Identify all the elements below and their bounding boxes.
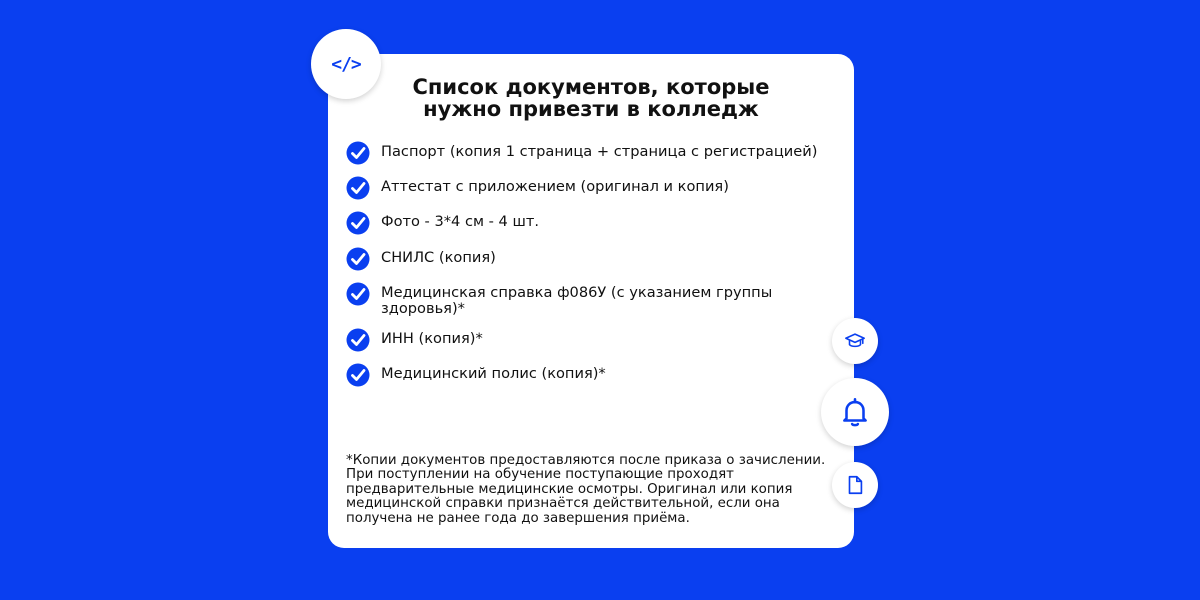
- list-item-text: ИНН (копия)*: [381, 330, 483, 347]
- list-item-text: Фото - 3*4 см - 4 шт.: [381, 213, 539, 230]
- list-item-text: Медицинский полис (копия)*: [381, 365, 606, 382]
- document-badge: [832, 462, 878, 508]
- list-item: [346, 214, 842, 235]
- check-badge-icon: [346, 363, 370, 387]
- footnote-text: *Копии документов предоставляются после приказа о зачислении. При поступлении на обучение поступающие проходят предварительные медицинские осмотры. Оригинал или копия медицинской справки признаётся действительной, если она получена не ранее года до завершения приёма.: [346, 453, 826, 526]
- bell-icon: [838, 395, 872, 429]
- notification-badge: [821, 378, 889, 446]
- list-item-text: СНИЛС (копия): [381, 249, 496, 266]
- graduation-cap-icon: [844, 330, 866, 352]
- list-item-text: Аттестат с приложением (оригинал и копия): [381, 178, 729, 195]
- card-title: [328, 76, 854, 120]
- check-badge-icon: [346, 211, 370, 235]
- code-icon: </>: [331, 53, 361, 75]
- code-badge: [311, 29, 381, 99]
- check-badge-icon: [346, 328, 370, 352]
- check-badge-icon: [346, 247, 370, 271]
- list-item-text: Медицинская справка ф086У (с указанием группы здоровья)*: [381, 284, 773, 317]
- document-list-card: [328, 54, 854, 548]
- list-item-text: Паспорт (копия 1 страница + страница с регистрацией): [381, 143, 818, 160]
- list-item: [346, 366, 842, 387]
- list-item: [346, 331, 842, 352]
- list-item: [346, 285, 842, 317]
- list-item: [346, 144, 842, 165]
- card-title-line-2: нужно привезти в колледж: [423, 97, 759, 121]
- check-badge-icon: [346, 176, 370, 200]
- check-badge-icon: [346, 282, 370, 306]
- list-item: [346, 250, 842, 271]
- check-badge-icon: [346, 141, 370, 165]
- card-title-line-1: Список документов, которые: [412, 75, 770, 99]
- list-item: [346, 179, 842, 200]
- graduation-badge: [832, 318, 878, 364]
- document-icon: [844, 474, 866, 496]
